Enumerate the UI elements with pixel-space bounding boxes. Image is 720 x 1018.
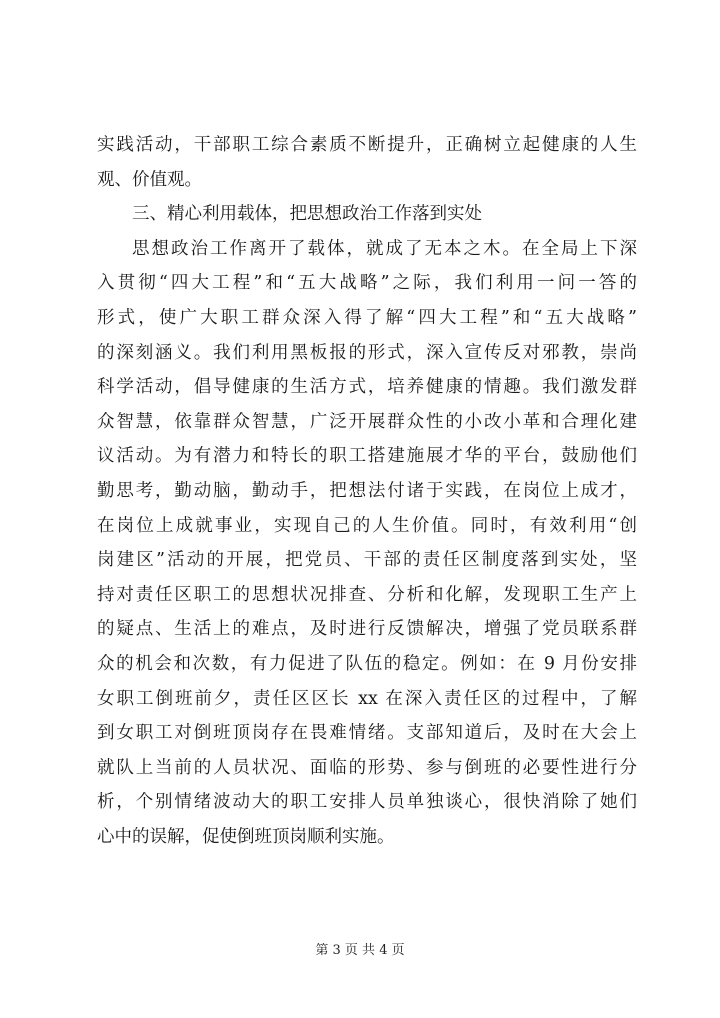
text-line: 的疑点、生活上的难点，及时进行反馈解决，增强了党员联系群 (97, 619, 637, 640)
text-line: 勤思考，勤动脑，勤动手，把想法付诸于实践，在岗位上成才， (97, 480, 637, 501)
paragraph-first-line: 思想政治工作离开了载体，就成了无本之木。在全局上下深 (132, 238, 637, 259)
text-line: 观、价值观。 (97, 169, 202, 190)
text-line: 的深刻涵义。我们利用黑板报的形式，深入宣传反对邪教，崇尚 (97, 342, 637, 363)
text-line: 持对责任区职工的思想状况排查、分析和化解，发现职工生产上 (97, 584, 637, 605)
text-line: 心中的误解，促使倒班顶岗顺利实施。 (97, 826, 395, 847)
text-line: 岗建区”活动的开展，把党员、干部的责任区制度落到实处，坚 (97, 550, 637, 571)
text-line: 女职工倒班前夕，责任区区长 xx 在深入责任区的过程中，了解 (97, 688, 637, 709)
text-line: 形式，使广大职工群众深入得了解“四大工程”和“五大战略” (97, 307, 637, 328)
text-line: 科学活动，倡导健康的生活方式，培养健康的情趣。我们激发群 (97, 377, 637, 398)
page-number: 第 3 页 共 4 页 (315, 943, 405, 958)
text-line: 众的机会和次数，有力促进了队伍的稳定。例如：在 9 月份安排 (97, 653, 637, 674)
text-line: 议活动。为有潜力和特长的职工搭建施展才华的平台，鼓励他们 (97, 446, 637, 467)
text-line: 析，个别情绪波动大的职工安排人员单独谈心，很快消除了她们 (97, 792, 637, 813)
text-line: 实践活动，干部职工综合素质不断提升，正确树立起健康的人生 (97, 135, 637, 155)
text-line: 众智慧，依靠群众智慧，广泛开展群众性的小改小革和合理化建 (97, 411, 637, 432)
document-body (97, 128, 637, 854)
section-heading: 三、精心利用载体，把思想政治工作落到实处 (132, 204, 482, 225)
text-line: 在岗位上成就事业，实现自己的人生价值。同时，有效利用“创 (97, 515, 637, 536)
text-line: 就队上当前的人员状况、面临的形势、参与倒班的必要性进行分 (97, 757, 637, 778)
text-line: 到女职工对倒班顶岗存在畏难情绪。支部知道后，及时在大会上 (97, 723, 637, 744)
text-line: 入贯彻“四大工程”和“五大战略”之际，我们利用一问一答的 (97, 273, 637, 294)
